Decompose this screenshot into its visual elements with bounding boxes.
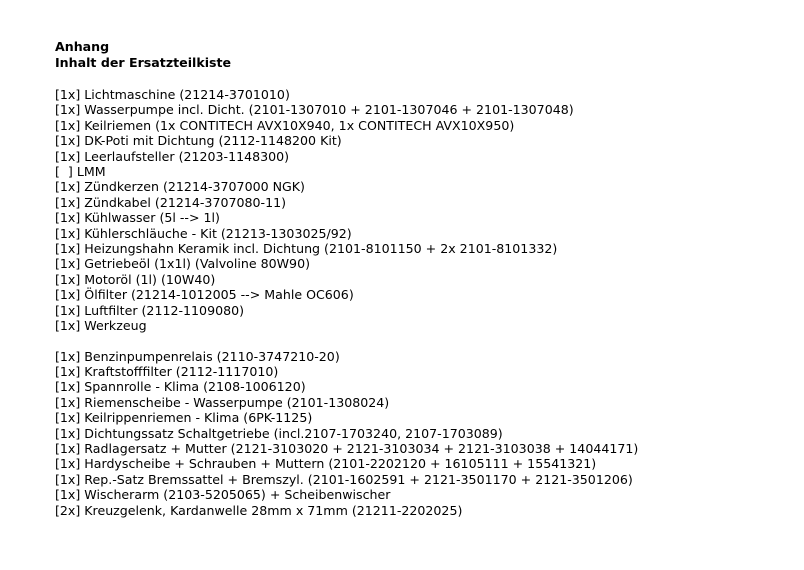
list-item: [1x] DK-Poti mit Dichtung (2112-1148200 Kit)	[55, 133, 342, 149]
document-title: Anhang	[55, 39, 110, 54]
list-item: [1x] Kraftstofffilter (2112-1117010)	[55, 363, 279, 379]
list-item: [2x] Kreuzgelenk, Kardanwelle 28mm x 71mm (21211-2202025)	[55, 502, 463, 518]
list-item: [1x] Benzinpumpenrelais (2110-3747210-20)	[55, 348, 340, 364]
document-page	[55, 39, 795, 518]
list-item: [1x] Keilrippenriemen - Klima (6PK-1125)	[55, 410, 313, 426]
list-item: [1x] Wischerarm (2103-5205065) + Scheibenwischer	[55, 487, 391, 503]
parts-list-primary	[55, 87, 795, 334]
list-item: [1x] Luftfilter (2112-1109080)	[55, 302, 245, 318]
list-item: [1x] Rep.-Satz Bremssattel + Bremszyl. (2101-1602591 + 2121-3501170 + 2121-3501206)	[55, 471, 633, 487]
list-item: [ ] LMM	[55, 164, 106, 180]
list-item: [1x] Werkzeug	[55, 318, 147, 334]
list-item: [1x] Getriebeöl (1x1l) (Valvoline 80W90)	[55, 256, 310, 272]
list-item: [1x] Motoröl (1l) (10W40)	[55, 271, 216, 287]
list-item: [1x] Zündkabel (21214-3707080-11)	[55, 194, 287, 210]
list-item: [1x] Kühlwasser (5l --> 1l)	[55, 210, 220, 226]
document-subtitle: Inhalt der Ersatzteilkiste	[55, 55, 232, 70]
list-item: [1x] Leerlaufsteller (21203-1148300)	[55, 148, 290, 164]
list-item: [1x] Dichtungssatz Schaltgetriebe (incl.2107-1703240, 2107-1703089)	[55, 425, 503, 441]
list-item: [1x] Ölfilter (21214-1012005 --> Mahle OC606)	[55, 287, 354, 303]
list-item: [1x] Spannrolle - Klima (2108-1006120)	[55, 379, 306, 395]
list-item: [1x] Wasserpumpe incl. Dicht. (2101-1307010 + 2101-1307046 + 2101-1307048)	[55, 102, 574, 118]
list-item: [1x] Hardyscheibe + Schrauben + Muttern (2101-2202120 + 16105111 + 15541321)	[55, 456, 597, 472]
list-item: [1x] Zündkerzen (21214-3707000 NGK)	[55, 179, 305, 195]
list-item: [1x] Heizungshahn Keramik incl. Dichtung (2101-8101150 + 2x 2101-8101332)	[55, 241, 558, 257]
list-item: [1x] Lichtmaschine (21214-3701010)	[55, 87, 290, 102]
list-item: [1x] Radlagersatz + Mutter (2121-3103020 + 2121-3103034 + 2121-3103038 + 14044171)	[55, 440, 639, 456]
list-item: [1x] Kühlerschläuche - Kit (21213-1303025/92)	[55, 225, 352, 241]
list-item: [1x] Riemenscheibe - Wasserpumpe (2101-1308024)	[55, 394, 390, 410]
parts-list-secondary	[55, 349, 795, 518]
list-item: [1x] Keilriemen (1x CONTITECH AVX10X940, 1x CONTITECH AVX10X950)	[55, 117, 515, 133]
